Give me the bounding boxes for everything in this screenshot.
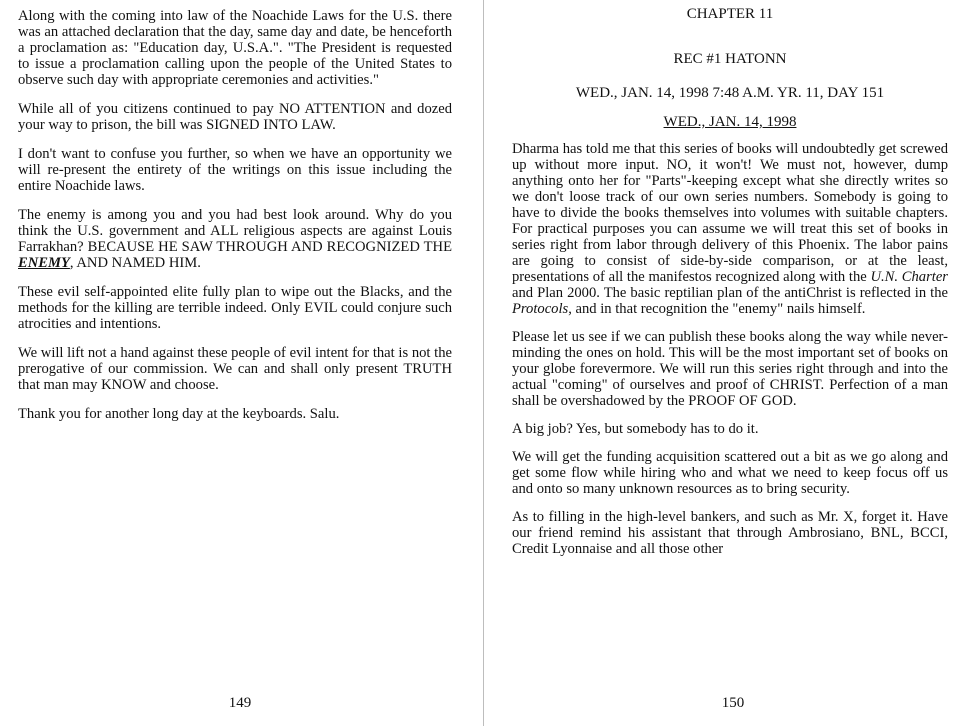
emphasized-word: ENEMY (18, 255, 70, 271)
dateline: WED., JAN. 14, 1998 7:48 A.M. YR. 11, DAY 151 (575, 85, 885, 101)
page-divider (483, 0, 484, 726)
paragraph: Please let us see if we can publish these books along the way while never-minding the ones on hold. This will be the most important set of books on your globe forevermore. We will run this series right through and into the actual "coming" of ourselves and proof of CHRIST. Perfection of a man shall be overshadowed by the PROOF OF GOD. (512, 329, 948, 409)
page-number: 149 (228, 695, 252, 711)
right-page (492, 0, 974, 726)
text-run: , and in that recognition the "enemy" nails himself. (568, 301, 866, 317)
record-heading: REC #1 HATONN (673, 51, 787, 67)
paragraph-enemy (18, 207, 452, 271)
paragraph: As to filling in the high-level bankers, and such as Mr. X, forget it. Have our friend remind his assistant that through Ambrosiano, BNL, BCCI, Credit Lyonnaise and all those other (512, 509, 948, 557)
text-run: Dharma has told me that this series of books will undoubtedly get screwed up without more input. NO, it won't! We must not, however, dump anything onto her for "Parts"-keeping except what she directly writes so we don't loose track of our own series numbers. Somebody is going to have to divide the books themselves into volumes with suitable chapters. For practical purposes you can assume we will treat this set of books in series right from labor through delivery of this Phoenix. The labor pains are going to consist of side-by-side comparison, or at the least, presentations of all the manifestos recognized along with the (512, 141, 948, 285)
page-number: 150 (721, 695, 745, 711)
paragraph: A big job? Yes, but somebody has to do it. (512, 421, 759, 437)
paragraph: While all of you citizens continued to pay NO ATTENTION and dozed your way to prison, the bill was SIGNED INTO LAW. (18, 101, 452, 133)
paragraph: We will get the funding acquisition scattered out a bit as we go along and get some flow while hiring who and what we need to keep focus off us and onto so many unknown resources as to bring security. (512, 449, 948, 497)
italic-title: Protocols (512, 301, 569, 317)
italic-title: U.N. Charter (870, 269, 948, 285)
text-run: The enemy is among you and you had best look around. Why do you think the U.S. government and ALL religious aspects are against Louis Farrakhan? BECAUSE HE SAW THROUGH AND RECOGNIZED THE (18, 207, 452, 255)
paragraph: We will lift not a hand against these people of evil intent for that is not the prerogative of our commission. We can and shall only present TRUTH that man may KNOW and choose. (18, 345, 452, 393)
left-page (0, 0, 480, 726)
underlined-date: WED., JAN. 14, 1998 (663, 114, 797, 130)
paragraph: I don't want to confuse you further, so when we have an opportunity we will re-present the entirety of the writings on this issue including the entire Noachide laws. (18, 146, 452, 194)
chapter-heading: CHAPTER 11 (686, 6, 774, 22)
text-run: and Plan 2000. The basic reptilian plan of the antiChrist is reflected in the (512, 285, 948, 301)
paragraph: Along with the coming into law of the Noachide Laws for the U.S. there was an attached declaration that the day, same day and date, be henceforth a proclamation as: "Education day, U.S.A.". "The President is requested to issue a proclamation calling upon the people of the United States to observe such day with appropriate ceremonies and activities." (18, 8, 452, 88)
paragraph: These evil self-appointed elite fully plan to wipe out the Blacks, and the methods for the killing are terrible indeed. Only EVIL could conjure such atrocities and intentions. (18, 284, 452, 332)
paragraph: Thank you for another long day at the keyboards. Salu. (18, 406, 340, 422)
paragraph (512, 141, 948, 317)
text-run: , AND NAMED HIM. (69, 255, 201, 271)
